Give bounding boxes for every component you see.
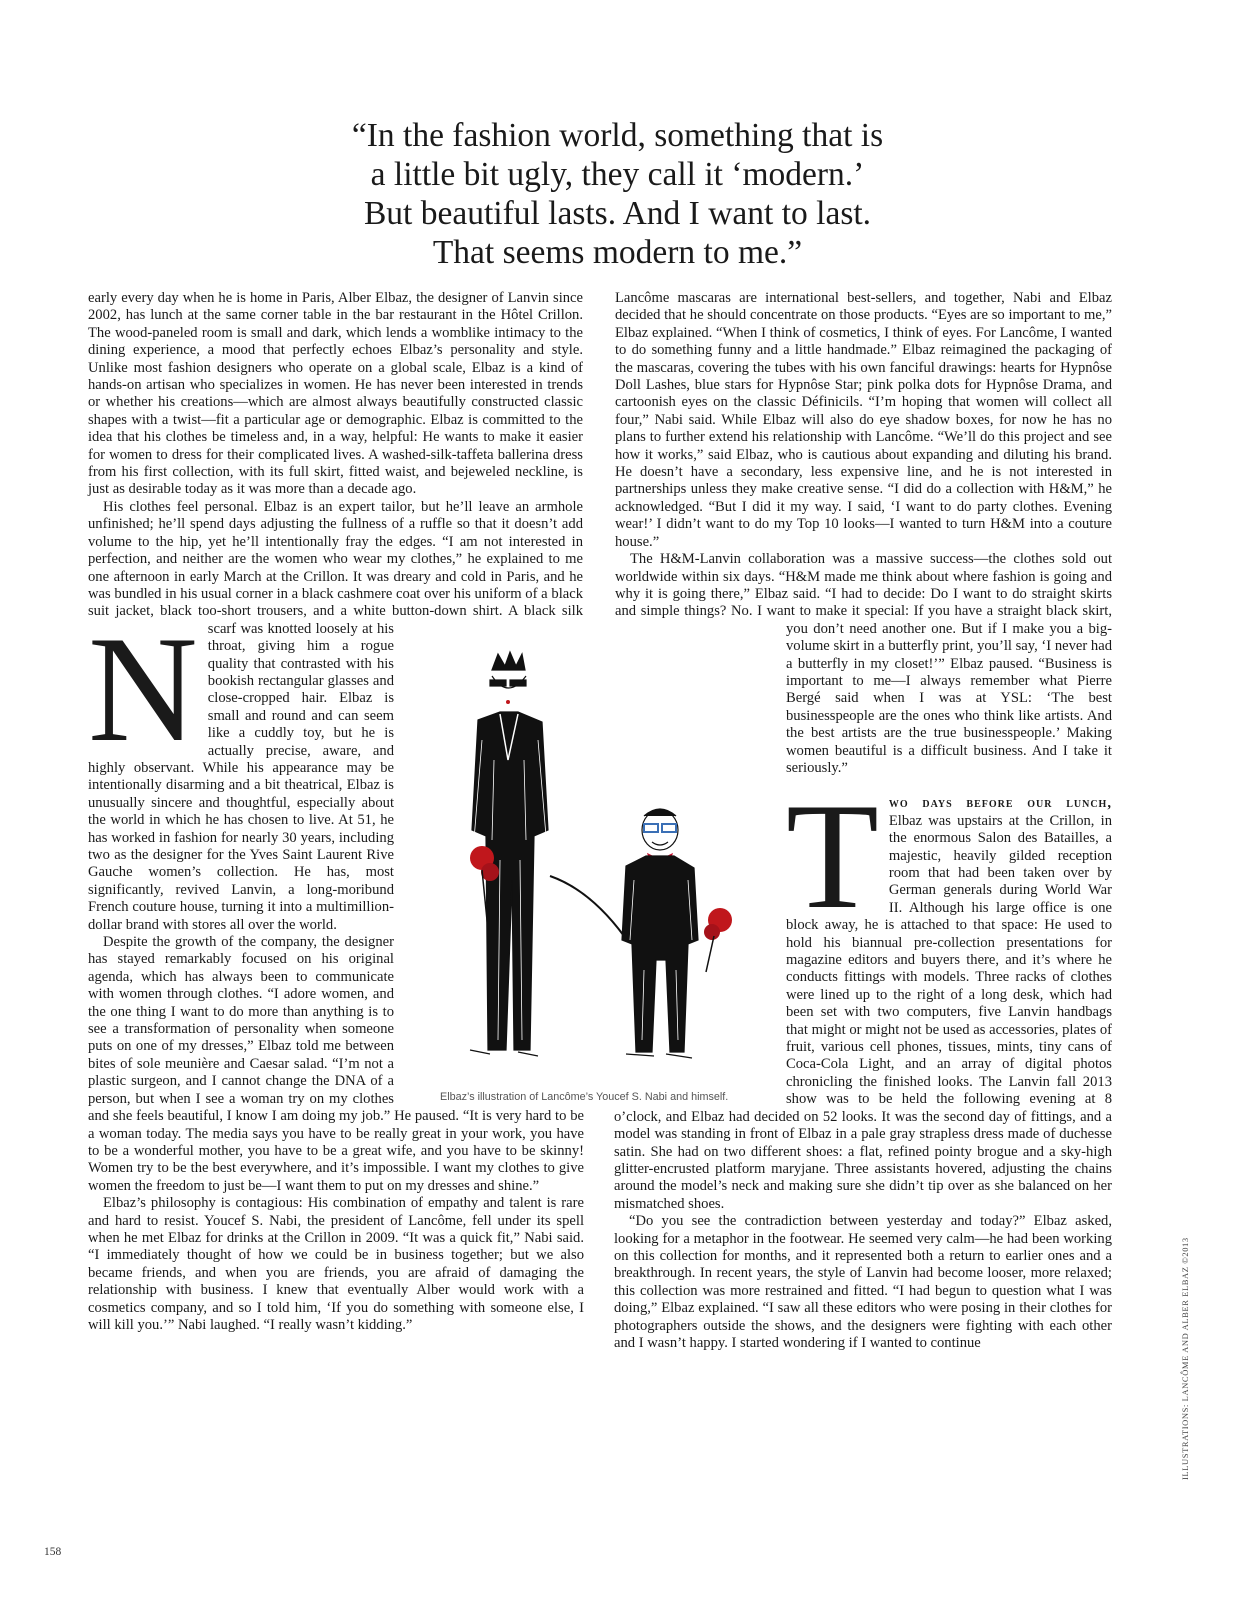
paragraph: early every day when he is home in Paris, Alber Elbaz, the designer of Lanvin since 2002, has lunch at the same corner table in the bar restaurant in the Hôtel Crillon. The wood-paneled room is small and dark, which lends a womblike intimacy to the dining experience, a mood that perfectly echoes Elbaz’s personality and style. Unlike most fashion designers who operate on a global scale, Elbaz is a kind of hands-on artisan who specializes in women. He has never been interested in trends or whether his creations—which are almost always beautifully constructed classic shapes with a twist—fit a particular age or demographic. Elbaz is committed to the idea that his clothes be timeless and, in a way, helpful: He wants to make it easier for women to dress for their complicated lives. A washed-silk-taffeta ballerina dress from his first collection, with its full skirt, fitted waist, and bejeweled neckline, is just as desirable today as it was more than a decade ago. [88, 290, 583, 498]
paragraph: His clothes feel personal. Elbaz is an expert tailor, but he’ll leave an armhole unfinished; he’ll spend days adjusting the fullness of a ruffle so that it doesn’t add volume to the hip, yet he’ll intentionally fray the edges. “I am not interested in perfection, and neither are the women who wear my clothes,” he explained to me one afternoon in early March at the Crillon. It was dreary and cold in Paris, and he was bundled in his usual corner in a black cashmere coat over his uniform of a black suit jacket, black too-short trousers, and a white button-down shirt. A black silk scarf was knotted loosely at his throat, giving him a rogue quality that contrasted with his bookish rectangular glasses and close-cropped hair. Elbaz is small and round and can seem like a cuddly toy, but he is actually precise, aware, and highly observant. While his appearance may be intentionally disarming and a bit theatrical, Elbaz is unusually sincere and thoughtful, especially about the world in which he has chosen to live. At 51, he has worked in fashion for nearly 30 years, including two as the designer for the Yves Saint Laurent Rive Gauche women’s collection. He has, most significantly, revived Lanvin, a long-moribund French couture house, turning it into a multimillion-dollar brand with stores all over the world. [88, 498, 583, 933]
pull-quote [240, 116, 995, 272]
illustration-credit: ILLUSTRATIONS: LANCÔME AND ALBER ELBAZ ©2013 [1180, 1237, 1190, 1480]
paragraph: “Do you see the contradiction between yesterday and today?” Elbaz asked, looking for a metaphor in the footwear. He seemed very calm—he had been working on this collection for months, and it represented both a return to earlier ones and a breakthrough. In recent years, the style of Lanvin had become looser, more relaxed; this collection was more restrained and fitted. “I had begun to question what I was doing,” Elbaz explained. “I saw all these editors who were posing in their clothes for photographers outside the shows, and the designers were fighting with each other and I wasn’t happy. I started wondering if I wanted to continue [614, 1213, 1112, 1351]
holding-hands [550, 876, 624, 936]
paragraph: Elbaz’s philosophy is contagious: His combination of empathy and talent is rare and hard to resist. Youcef S. Nabi, the president of Lancôme, fell under its spell when he met Elbaz for drinks at the Crillon in 2009. “It was a quick fit,” Nabi said. “I immediately thought of how we could be in business together; but we also became friends, and when you are friends, you are afraid of damaging the relationship with business. I knew that eventually Alber would work with a cosmetics company, and so I told him, ‘If you do something with someone else, I will kill you.’” Nabi laughed. “I really wasn’t kidding.” [88, 1195, 584, 1333]
pull-quote-line: That seems modern to me.” [432, 234, 803, 271]
figure-short [622, 809, 698, 1058]
paragraph: Despite the growth of the company, the designer has stayed remarkably focused on his original agenda, which has always been to communicate with women through clothes. “I adore women, and the one thing I want to do more than anything is to see a transformation of personality when someone puts on one of my dresses,” Elbaz told me between bites of sole meunière and Caesar salad. “I’m not a plastic surgeon, and I cannot change the DNA of a person, but when I see a woman try on my clothes and she feels beautiful, I know I am doing my job.” He paused. “It is very hard to be a woman today. The media says you have to be really great in your work, you have to be a wonderful mother, you have to be a great wife, and you have to be skinny! Women try to be the best everywhere, and it’s impossible. I want my clothes to give women the freedom to just be—I want them to put on my dresses and shine.” [88, 934, 584, 1194]
pull-quote-line: “In the fashion world, something that is [351, 117, 884, 154]
dropcap-n: N [88, 605, 198, 773]
illustration [430, 640, 785, 1080]
pull-quote-line: a little bit ugly, they call it ‘modern.’ [370, 156, 865, 193]
paragraph: The H&M-Lanvin collaboration was a massive success—the clothes sold out worldwide within six days. “H&M made me think about where fashion is going and why it is going there,” Elbaz said. “I had to decide: Do I want to do straight skirts and simple things? No. I want to make it special: If you have a straight black skirt, you don’t need another one. But if I make you a big-volume skirt in a butterfly print, you’ll say, ‘I never had a butterfly in my closet!’” Elbaz paused. “Business is important to me—I always remember what Pierre Bergé said when I was at YSL: ‘The best businesspeople are the ones who think like artists. And the best artists are the true businesspeople.’ Making women beautiful is a difficult business. And I take it seriously.” [615, 551, 1112, 776]
dropcap-t: T [786, 772, 879, 941]
section-lead: wo days before our lunch, [888, 795, 1112, 812]
paragraph: Lancôme mascaras are international best-sellers, and together, Nabi and Elbaz decided that he should concentrate on those products. “Eyes are so important to me,” Elbaz explained. “When I think of cosmetics, I think of eyes. For Lancôme, I wanted to do something funny and a little handmade.” Elbaz reimagined the packaging of the mascaras, covering the tubes with his own fanciful drawings: hearts for Hypnôse Doll Lashes, blue stars for Hypnôse Star; pink polka dots for Hypnôse Drama, and cartoonish eyes on the classic Définicils. “I’m hoping that women will collect all four,” Nabi said. While Elbaz will also do eye shadow boxes, for now he has no plans to further extend his relationship with Lancôme. “We’ll do this project and see how it works,” said Elbaz, who is cautious about expanding and diluting his brand. He doesn’t have a secondary, less expensive line, and he is not interested in partnerships unless they make creative sense. “I did do a collection with H&M,” he acknowledged. “But I did it my way. I said, ‘I want to do party clothes. Evening wear!’ I didn’t want to do my Top 10 looks—I wanted to turn H&M into a couture house.” [615, 290, 1112, 550]
paragraph-text: Elbaz was upstairs at the Crillon, in the enormous Salon des Batailles, a majestic, heavily gilded reception room that had been taken over by German generals during World War II. Although his large office is one block away, he is attached to that space: He used to hold his biannual pre-collection presentations for magazine editors and buyers there, and it’s where he conducts fittings with models. Three racks of clothes were lined up to the right of a long desk, which had been set with two computers, five Lanvin handbags that might or might not be used as accessories, plates of fruit, various cell phones, tissues, mints, tiny cans of Coca-Cola Light, and an array of digital photos chronicling the finished looks. The Lanvin fall 2013 show was to be held the following evening at 8 o’clock, and Elbaz had decided on 52 looks. It was the second day of fittings, and a model was standing in front of Elbaz in a pale gray strapless dress made of duchesse satin. She had on two different shoes: a flat, refined pointy brogue and a sky-high glitter-encrusted platform maryjane. Three assistants hovered, adjusting the chains around the model’s neck and making sure she didn’t tip over as she balanced on her mismatched shoes. [614, 812, 1112, 1212]
illustration-caption: Elbaz’s illustration of Lancôme’s Youcef S. Nabi and himself. [440, 1091, 729, 1103]
pull-quote-line: But beautiful lasts. And I want to last. [363, 195, 872, 232]
page-number: 158 [44, 1546, 62, 1558]
rose-right [704, 908, 732, 972]
